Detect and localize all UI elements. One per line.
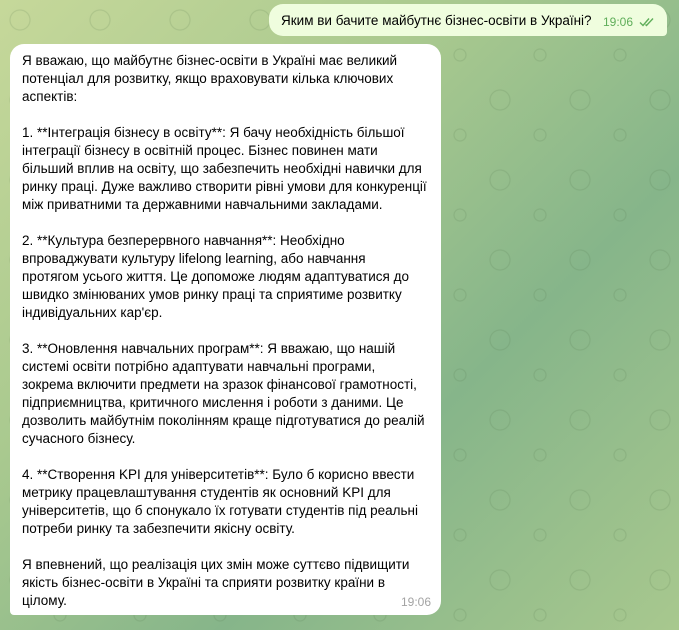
message-line: зокрема включити предмети на зразок фінансової грамотності, bbox=[22, 377, 417, 392]
message-line: 4. **Створення KPI для університетів**: Було б корисно ввести bbox=[22, 467, 415, 482]
message-line: протягом усього життя. Це допоможе людям адаптуватися до bbox=[22, 269, 409, 284]
message-line: швидко змінюваних умов ринку праці та сприятиме розвитку bbox=[22, 287, 402, 302]
message-paragraph bbox=[22, 232, 429, 322]
message-paragraph bbox=[22, 340, 429, 448]
message-line: 1. **Інтеграція бізнесу в освіту**: Я бачу необхідність більшої bbox=[22, 125, 405, 140]
outgoing-message[interactable] bbox=[269, 4, 667, 36]
message-paragraph bbox=[22, 124, 429, 214]
message-line: дозволить майбутнім поколінням краще підготуватися до реалій bbox=[22, 413, 425, 428]
message-line: метрику працевлаштування студентів як основний KPI для bbox=[22, 485, 391, 500]
message-line: 2. **Культура безперервного навчання**: Необхідно bbox=[22, 233, 345, 248]
message-paragraph bbox=[22, 556, 429, 610]
message-time: 19:06 bbox=[602, 15, 633, 29]
message-line: системі освіти потрібно адаптувати навчальні програми, bbox=[22, 359, 376, 374]
message-line: інтеграції бізнесу в освітній процес. Бізнес повинен мати bbox=[22, 143, 378, 158]
double-check-icon bbox=[639, 17, 655, 27]
message-line: індивідуальних кар'єр. bbox=[22, 305, 163, 320]
message-line: Я вважаю, що майбутнє бізнес-освіти в Україні має великий bbox=[22, 53, 398, 68]
message-line: ринку праці. Дуже важливо створити рівні умови для конкуренції bbox=[22, 179, 427, 194]
message-time: 19:06 bbox=[400, 595, 431, 609]
incoming-message[interactable] bbox=[10, 44, 441, 615]
message-line: підприємництва, критичного мислення і роботи з даними. Це bbox=[22, 395, 404, 410]
message-paragraph bbox=[22, 52, 429, 106]
message-line: більший вплив на освіту, що забезпечить необхідні навички для bbox=[22, 161, 422, 176]
message-line: між приватними та державними навчальними закладами. bbox=[22, 197, 383, 212]
message-line: аспектів: bbox=[22, 89, 78, 104]
message-line: впроваджувати культуру lifelong learning, або навчання bbox=[22, 251, 366, 266]
message-line: 3. **Оновлення навчальних програм**: Я вважаю, що нашій bbox=[22, 341, 396, 356]
message-line: Я впевнений, що реалізація цих змін може суттєво підвищити bbox=[22, 557, 410, 572]
message-line: цілому. bbox=[22, 593, 67, 608]
message-line: потенціал для розвитку, якщо враховувати кілька ключових bbox=[22, 71, 394, 86]
message-line: якість бізнес-освіти в Україні та сприяти розвитку країни в bbox=[22, 575, 386, 590]
message-meta bbox=[603, 11, 655, 29]
message-paragraph bbox=[22, 466, 429, 538]
message-line: університетів, що б спонукало їх готувати студентів під реальні bbox=[22, 503, 418, 518]
message-line: сучасного бізнесу. bbox=[22, 431, 136, 446]
message-text: Яким ви бачите майбутнє бізнес-освіти в Україні? bbox=[281, 12, 592, 28]
message-line: потреби ринку та забезпечити якісну освіту. bbox=[22, 521, 295, 536]
